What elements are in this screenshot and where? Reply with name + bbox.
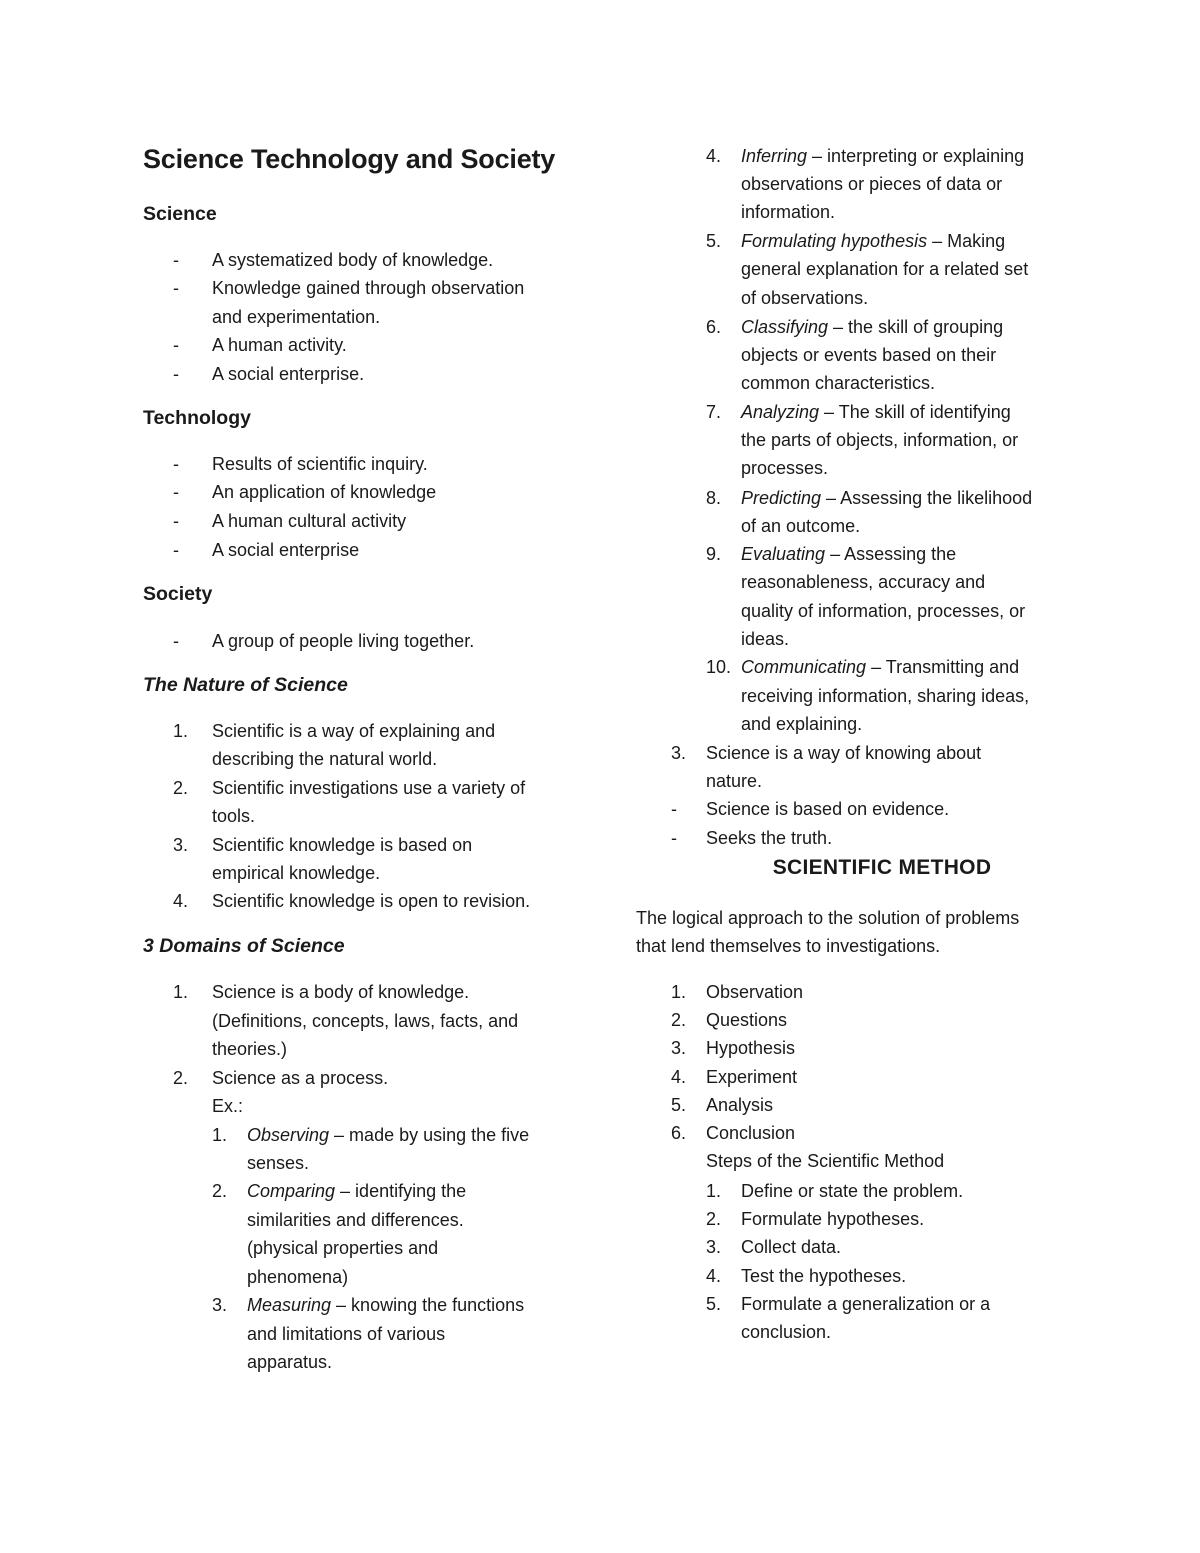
skill-term: Measuring	[247, 1295, 332, 1315]
skill-desc: – interpreting or explaining	[807, 146, 1025, 166]
number-marker: 3.	[173, 835, 189, 855]
method-sub-step: Test the hypotheses.	[741, 1266, 907, 1286]
skill-cont: phenomena)	[247, 1267, 349, 1287]
method-sub-step: Formulate a generalization or a	[741, 1294, 991, 1314]
science-item: A human activity.	[212, 335, 347, 355]
skill-desc: – The skill of identifying	[819, 402, 1011, 422]
number-marker: 10.	[706, 657, 732, 677]
dash-marker: -	[173, 364, 179, 384]
method-sub-step: Define or state the problem.	[741, 1181, 964, 1201]
number-marker: 4.	[173, 891, 189, 911]
skill-line	[741, 398, 1011, 426]
science-item: A systematized body of knowledge.	[212, 250, 494, 270]
domains-dash-item: Seeks the truth.	[706, 828, 833, 848]
science-item: Knowledge gained through observation	[212, 278, 525, 298]
skill-term: Communicating	[741, 657, 867, 677]
number-marker: 1.	[173, 721, 189, 741]
skill-cont: general explanation for a related set	[741, 259, 1029, 279]
method-step: Questions	[706, 1010, 788, 1030]
skill-desc: – Assessing the	[825, 544, 957, 564]
skill-line	[741, 540, 956, 568]
dash-marker: -	[671, 828, 677, 848]
domains-line: Science is a body of knowledge.	[212, 982, 470, 1002]
dash-marker: -	[173, 482, 179, 502]
method-heading: SCIENTIFIC METHOD	[772, 856, 992, 879]
skill-desc: – the skill of grouping	[828, 317, 1004, 337]
number-marker: 2.	[173, 778, 189, 798]
skill-desc: – Making	[927, 231, 1006, 251]
number-marker: 3.	[212, 1295, 228, 1315]
skill-term: Comparing	[247, 1181, 336, 1201]
method-step: Observation	[706, 982, 804, 1002]
skill-cont: and limitations of various	[247, 1324, 446, 1344]
method-sub-step-cont: conclusion.	[741, 1322, 832, 1342]
number-marker: 3.	[706, 1237, 722, 1257]
skill-line	[741, 227, 1005, 255]
method-step: Analysis	[706, 1095, 774, 1115]
domains-line: Science is a way of knowing about	[706, 743, 982, 763]
skill-cont: and explaining.	[741, 714, 863, 734]
society-item: A group of people living together.	[212, 631, 475, 651]
skill-cont: objects or events based on their	[741, 345, 997, 365]
society-heading: Society	[143, 583, 213, 605]
nature-line: tools.	[212, 806, 256, 826]
science-heading: Science	[143, 203, 217, 225]
method-step: Conclusion	[706, 1123, 796, 1143]
number-marker: 4.	[671, 1067, 687, 1087]
skill-term: Classifying	[741, 317, 829, 337]
number-marker: 4.	[706, 146, 722, 166]
dash-marker: -	[173, 278, 179, 298]
number-marker: 8.	[706, 488, 722, 508]
method-sub-heading: Steps of the Scientific Method	[706, 1151, 945, 1171]
document-title: Science Technology and Society	[143, 144, 556, 174]
number-marker: 9.	[706, 544, 722, 564]
nature-line: Scientific knowledge is based on	[212, 835, 473, 855]
skill-cont: senses.	[247, 1153, 310, 1173]
skill-line	[741, 142, 1024, 170]
number-marker: 7.	[706, 402, 722, 422]
skill-cont: (physical properties and	[247, 1238, 439, 1258]
nature-line: Scientific knowledge is open to revision.	[212, 891, 531, 911]
method-sub-step: Collect data.	[741, 1237, 842, 1257]
skill-cont: information.	[741, 202, 836, 222]
number-marker: 5.	[706, 231, 722, 251]
dash-marker: -	[173, 335, 179, 355]
skill-term: Observing	[247, 1125, 330, 1145]
skill-desc: – made by using the five	[329, 1125, 530, 1145]
skill-cont: similarities and differences.	[247, 1210, 464, 1230]
number-marker: 5.	[706, 1294, 722, 1314]
technology-heading: Technology	[143, 407, 251, 429]
number-marker: 1.	[212, 1125, 228, 1145]
method-step: Hypothesis	[706, 1038, 796, 1058]
skill-desc: – identifying the	[335, 1181, 467, 1201]
number-marker: 3.	[671, 743, 687, 763]
skill-term: Inferring	[741, 146, 808, 166]
skill-line	[741, 313, 1003, 341]
number-marker: 6.	[706, 317, 722, 337]
technology-item: A social enterprise	[212, 540, 360, 560]
skill-cont: reasonableness, accuracy and	[741, 572, 986, 592]
skill-line	[741, 484, 1032, 512]
technology-item: An application of knowledge	[212, 482, 437, 502]
skill-cont: processes.	[741, 458, 829, 478]
skill-term: Analyzing	[741, 402, 820, 422]
technology-item: Results of scientific inquiry.	[212, 454, 428, 474]
number-marker: 1.	[706, 1181, 722, 1201]
skill-cont: common characteristics.	[741, 373, 936, 393]
method-step: Experiment	[706, 1067, 798, 1087]
skill-cont: of observations.	[741, 288, 869, 308]
science-item: and experimentation.	[212, 307, 381, 327]
method-sub-step: Formulate hypotheses.	[741, 1209, 925, 1229]
nature-line: describing the natural world.	[212, 749, 438, 769]
domains-line: (Definitions, concepts, laws, facts, and	[212, 1011, 519, 1031]
domains-line: nature.	[706, 771, 763, 791]
skill-cont: observations or pieces of data or	[741, 174, 1003, 194]
nature-line: Scientific is a way of explaining and	[212, 721, 496, 741]
skill-term: Evaluating	[741, 544, 826, 564]
skill-term: Formulating hypothesis	[741, 231, 928, 251]
skill-term: Predicting	[741, 488, 822, 508]
skill-line	[247, 1177, 466, 1205]
number-marker: 1.	[173, 982, 189, 1002]
number-marker: 2.	[173, 1068, 189, 1088]
skill-line	[247, 1291, 524, 1319]
domains-dash-item: Science is based on evidence.	[706, 799, 950, 819]
method-intro: that lend themselves to investigations.	[636, 936, 941, 956]
domains-line: Ex.:	[212, 1096, 244, 1116]
skill-desc: – knowing the functions	[331, 1295, 525, 1315]
skill-line	[741, 653, 1019, 681]
skill-cont: apparatus.	[247, 1352, 333, 1372]
skill-line	[247, 1121, 529, 1149]
dash-marker: -	[173, 540, 179, 560]
domains-heading: 3 Domains of Science	[143, 935, 345, 957]
number-marker: 2.	[671, 1010, 687, 1030]
nature-line: empirical knowledge.	[212, 863, 381, 883]
number-marker: 2.	[212, 1181, 228, 1201]
dash-marker: -	[173, 250, 179, 270]
skill-cont: ideas.	[741, 629, 790, 649]
dash-marker: -	[671, 799, 677, 819]
skill-cont: receiving information, sharing ideas,	[741, 686, 1030, 706]
dash-marker: -	[173, 631, 179, 651]
number-marker: 4.	[706, 1266, 722, 1286]
technology-item: A human cultural activity	[212, 511, 407, 531]
skill-cont: the parts of objects, information, or	[741, 430, 1019, 450]
skill-desc: – Assessing the likelihood	[821, 488, 1033, 508]
science-item: A social enterprise.	[212, 364, 365, 384]
method-intro: The logical approach to the solution of problems	[636, 908, 1020, 928]
nature-heading: The Nature of Science	[143, 674, 348, 696]
number-marker: 5.	[671, 1095, 687, 1115]
number-marker: 3.	[671, 1038, 687, 1058]
skill-desc: – Transmitting and	[866, 657, 1020, 677]
number-marker: 6.	[671, 1123, 687, 1143]
dash-marker: -	[173, 454, 179, 474]
domains-line: theories.)	[212, 1039, 288, 1059]
skill-cont: quality of information, processes, or	[741, 601, 1026, 621]
nature-line: Scientific investigations use a variety of	[212, 778, 526, 798]
dash-marker: -	[173, 511, 179, 531]
skill-cont: of an outcome.	[741, 516, 861, 536]
domains-line: Science as a process.	[212, 1068, 389, 1088]
number-marker: 2.	[706, 1209, 722, 1229]
number-marker: 1.	[671, 982, 687, 1002]
